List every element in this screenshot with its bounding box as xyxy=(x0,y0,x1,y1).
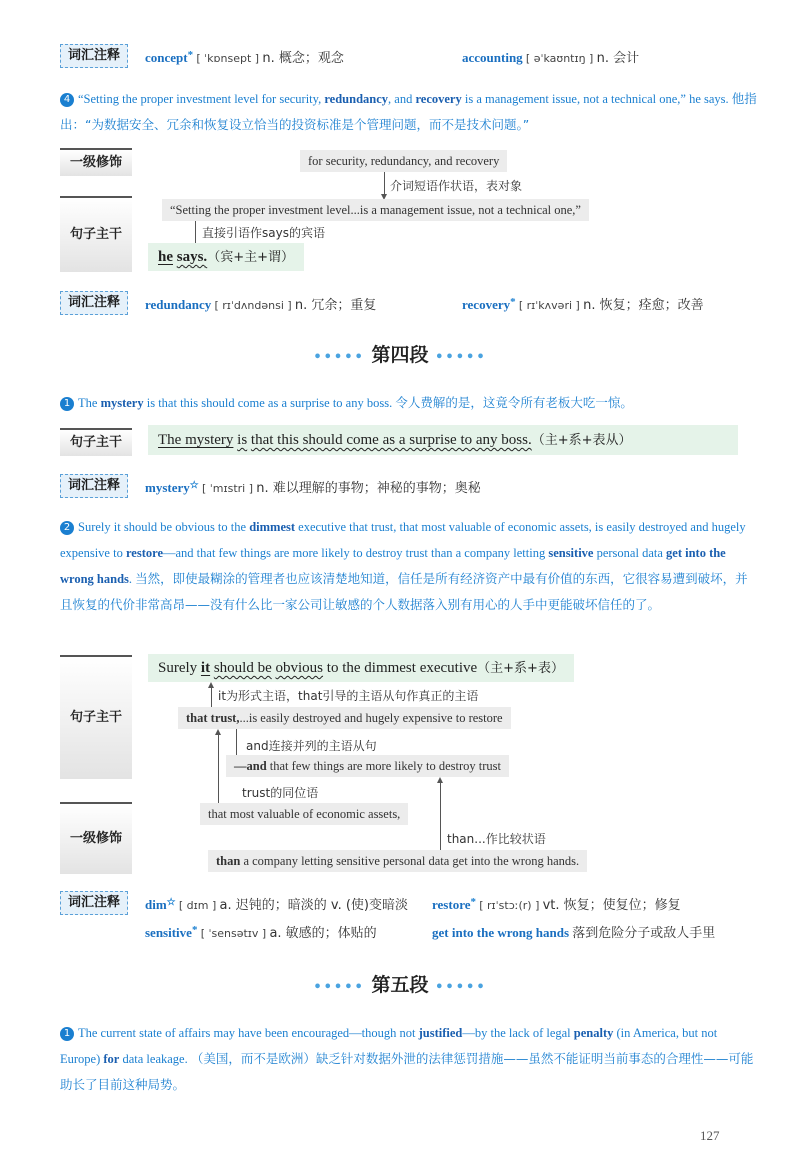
vocab-entry xyxy=(462,47,639,66)
definition: a. 敏感的；体贴的 xyxy=(269,926,377,941)
sentence-number: 2 xyxy=(60,521,74,535)
phonetic: [ ˈmɪstri ] xyxy=(201,482,254,495)
vocab-word: concept xyxy=(145,50,188,65)
grammar-note: than...作比较状语 xyxy=(447,832,546,846)
definition: n. 会计 xyxy=(596,51,640,66)
vocab-tag: 词汇注释 xyxy=(60,291,128,315)
vocab-word: dim xyxy=(145,897,167,912)
side-label-modifier: 一级修饰 xyxy=(60,802,132,874)
page-number: 127 xyxy=(700,1128,720,1143)
vocab-word: restore xyxy=(432,897,471,912)
sentence-1: 1 The mystery is that this should come as a surprise to any boss. 令人费解的是，这竟令所有老板大吃一惊。 xyxy=(60,390,760,416)
phonetic: [ əˈkaʊntɪŋ ] xyxy=(525,52,594,65)
modifier-box: for security, redundancy, and recovery xyxy=(300,150,507,172)
star-icon: * xyxy=(510,296,516,308)
phonetic: [ rɪˈstɔː(r) ] xyxy=(479,899,540,912)
section-heading-5 xyxy=(0,970,800,997)
side-label-main: 句子主干 xyxy=(60,655,132,779)
dots-decoration: ••••• xyxy=(435,980,487,995)
vocab-tag: 词汇注释 xyxy=(60,474,128,498)
star-icon: ☆ xyxy=(189,480,199,491)
phonetic: [ rɪˈkʌvəri ] xyxy=(518,299,580,312)
comparative-box: than a company letting sensitive personal data get into the wrong hands. xyxy=(208,850,587,872)
section-title: 第四段 xyxy=(371,344,429,366)
grammar-note: and连接并列的主语从句 xyxy=(246,739,377,753)
vocab-entry xyxy=(432,922,715,941)
vocab-word: get into the wrong hands xyxy=(432,925,570,940)
vocab-entry xyxy=(145,477,481,496)
vocab-word: mystery xyxy=(145,480,190,495)
vocab-tag: 词汇注释 xyxy=(60,891,128,915)
side-label-main: 句子主干 xyxy=(60,196,132,272)
vocab-entry xyxy=(145,294,376,313)
phonetic: [ rɪˈdʌndənsi ] xyxy=(214,299,292,312)
main-clause: he says.（宾+主+谓） xyxy=(148,243,304,271)
vocab-entry xyxy=(432,894,681,913)
grammar-note: it为形式主语，that引导的主语从句作真正的主语 xyxy=(218,689,479,703)
quote-box: “Setting the proper investment level...is a management issue, not a technical one,” xyxy=(162,199,589,221)
side-label-main: 句子主干 xyxy=(60,428,132,456)
definition: vt. 恢复；使复位；修复 xyxy=(542,898,681,913)
dots-decoration: ••••• xyxy=(313,980,365,995)
side-label-modifier: 一级修饰 xyxy=(60,148,132,176)
definition: n. 难以理解的事物；神秘的事物；奥秘 xyxy=(256,481,481,496)
sentence-number: 1 xyxy=(60,1027,74,1041)
vocab-word: redundancy xyxy=(145,297,212,312)
star-icon: * xyxy=(470,896,476,908)
vocab-tag: 词汇注释 xyxy=(60,44,128,68)
vocab-word: sensitive xyxy=(145,925,192,940)
star-icon: * xyxy=(187,49,194,61)
phonetic: [ ˈsensətɪv ] xyxy=(200,927,267,940)
vocab-entry xyxy=(462,294,704,313)
star-icon: ☆ xyxy=(166,897,176,908)
sentence-1-para5: 1 The current state of affairs may have been encouraged—though not justified—by the lack of legal penalty (in America, but not Europe) for data leakage. （美国，而不是欧洲）缺乏针对数据外泄的法律惩罚措施——虽然不能证明当前事态的合理性——可能助长了目前这种局势。 xyxy=(60,1026,754,1092)
grammar-note: 介词短语作状语，表对象 xyxy=(390,179,523,193)
sentence-number: 1 xyxy=(60,397,74,411)
grammar-note: 直接引语作says的宾语 xyxy=(202,226,325,240)
vocab-entry xyxy=(145,922,377,941)
definition: a. 迟钝的；暗淡的 v. (使)变暗淡 xyxy=(219,898,408,913)
subject-clause-box: that trust,...is easily destroyed and hugely expensive to restore xyxy=(178,707,511,729)
star-icon: * xyxy=(191,924,198,936)
translation: 当然，即使最糊涂的管理者也应该清楚地知道，信任是所有经济资产中最有价值的东西，它很容易遭到破坏，并且恢复的代价非常高昂——没有什么比一家公司让敏感的个人数据落入别有用心的人手中更能破坏信任的了。 xyxy=(60,571,748,612)
phonetic: [ dɪm ] xyxy=(178,899,217,912)
coordinate-clause-box: —and that few things are more likely to destroy trust xyxy=(226,755,509,777)
translation: （美国，而不是欧洲）缺乏针对数据外泄的法律惩罚措施——虽然不能证明当前事态的合理性——可能助长了目前这种局势。 xyxy=(60,1051,754,1092)
vocab-word: recovery xyxy=(462,297,511,312)
sentence-number: 4 xyxy=(60,93,74,107)
vocab-entry xyxy=(145,894,408,913)
section-heading-4 xyxy=(0,340,800,367)
dots-decoration: ••••• xyxy=(313,350,365,365)
dots-decoration: ••••• xyxy=(435,350,487,365)
definition: n. 概念；观念 xyxy=(262,51,344,66)
definition: 落到危险分子或敌人手里 xyxy=(572,926,716,941)
vocab-word: accounting xyxy=(462,50,523,65)
main-clause: Surely it should be obvious to the dimmest executive（主+系+表） xyxy=(148,654,574,682)
translation: 令人费解的是，这竟令所有老板大吃一惊。 xyxy=(395,395,633,410)
grammar-note: trust的同位语 xyxy=(242,786,319,800)
translation: 他指出：“为数据安全、冗余和恢复设立恰当的投资标准是个管理问题，而不是技术问题。” xyxy=(60,91,757,132)
sentence-2: 2 Surely it should be obvious to the dimmest executive that trust, that most valuable of economic assets, is easily destroyed and hugely expensive to restore—and that few things are more likely to destroy trust than a company letting sensitive personal data get into the wrong hands. 当然，即使最糊涂的管理者也应该清楚地知道，信任是所有经济资产中最有价值的东西，它很容易遭到破坏，并且恢复的代价非常高昂——没有什么比一家公司让敏感的个人数据落入别有用心的人手中更能破坏信任的了。 xyxy=(60,520,748,612)
appositive-box: that most valuable of economic assets, xyxy=(200,803,408,825)
sentence-4: 4 “Setting the proper investment level for security, redundancy, and recovery is a management issue, not a technical one,” he says. 他指出：“为数据安全、冗余和恢复设立恰当的投资标准是个管理问题，而不是技术问题。” xyxy=(60,91,757,132)
phonetic: [ ˈkɒnsept ] xyxy=(196,52,260,65)
vocab-entry xyxy=(145,47,344,66)
section-title: 第五段 xyxy=(371,974,429,996)
definition: n. 恢复；痊愈；改善 xyxy=(583,298,704,313)
definition: n. 冗余；重复 xyxy=(294,298,377,313)
main-clause: The mystery is that this should come as a surprise to any boss.（主+系+表从） xyxy=(148,425,738,455)
